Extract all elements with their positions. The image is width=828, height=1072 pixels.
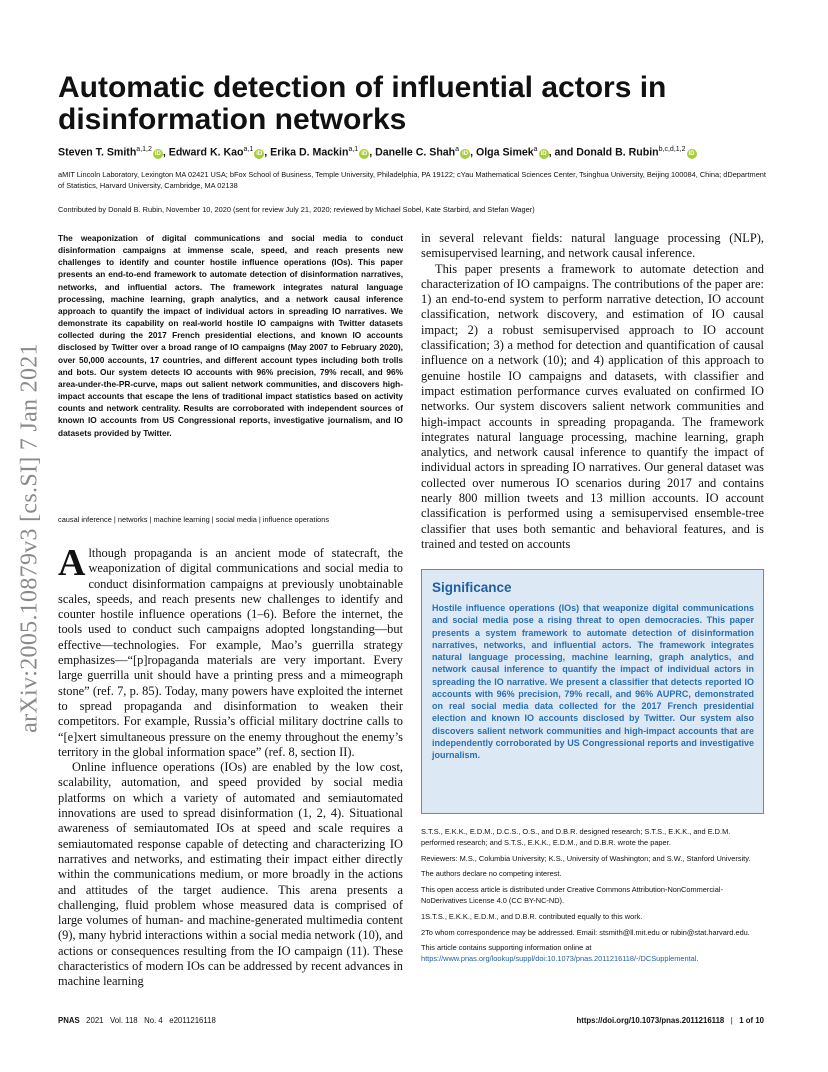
- orcid-icon[interactable]: iD: [256, 150, 263, 157]
- equal-contribution: 1S.T.S., E.K.K., E.D.M., and D.B.R. contributed equally to this work.: [421, 911, 643, 921]
- orcid-icon[interactable]: iD: [688, 150, 695, 157]
- intro-paragraph: [58, 542, 403, 760]
- reviewers: Reviewers: M.S., Columbia University; K.S., University of Washington; and S.W., Stanford University.: [421, 853, 751, 863]
- significance-text: Hostile influence operations (IOs) that weaponize digital communications and social media pose a rising threat to open democracies. This paper presents a system framework to automate detection of disinformation narratives, networks, and influential actors. The framework integrates natural language processing, machine learning, graph analytics, and network causal inference to quantify the impact of individual actors in spreading the IO narrative. We present a classifier that detects reported IO accounts with 96% precision, 79% recall, and 96% AUPRC, demonstrated on real social media data collected for the 2017 French presidential election and known IO accounts disclosed by Twitter. Our system also discovers salient network communities and high-impact accounts that are independently corroborated by US Congressional reports and investigative journalism.: [432, 603, 754, 760]
- page-number: 1 of 10: [739, 1016, 764, 1025]
- author-affil-sup: a,1: [348, 146, 359, 153]
- doi-link[interactable]: https://doi.org/10.1073/pnas.2011216118: [576, 1016, 725, 1025]
- author-name: Edward K. Kao: [168, 146, 244, 159]
- right-column-body: [421, 231, 764, 552]
- left-column-body: [58, 542, 403, 990]
- journal-name: PNAS: [58, 1016, 80, 1025]
- orcid-icon[interactable]: iD: [361, 150, 368, 157]
- si-link[interactable]: https://www.pnas.org/lookup/suppl/doi:10.1073/pnas.2011216118/-/DCSupplemental: [421, 954, 697, 964]
- si-suffix: .: [696, 954, 699, 964]
- citation: 2021 Vol. 118 No. 4 e2011216118: [86, 1016, 216, 1025]
- paper-title: Automatic detection of influential actors in disinformation networks: [58, 71, 667, 136]
- license: This open access article is distributed under Creative Commons Attribution-NonCommercial-NoDerivatives License 4.0 (CC BY-NC-ND).: [421, 885, 723, 905]
- body-paragraph: This paper presents a framework to automate detection and characterization of IO campaigns. The contributions of the paper are: 1) an end-to-end system to perform narrative detection, IO account classification, network discovery, and estimation of IO causal impact; 2) a robust semisupervised approach to IO account classification; 3) a method for detection and quantification of causal influence on a network (10); and 4) application of this approach to genuine hostile IO campaigns and datasets, with classifier and impact estimation performance curves evaluated on confirmed IO networks. Our system discovers salient network communities and high-impact accounts in spreading propaganda. The framework integrates natural language processing, machine learning, graph analytics, and network causal inference to quantify the impact of individual actors in spreading IO narratives. Our general dataset was collected over numerous IO scenarios during 2017 and contains nearly 800 million tweets and 13 million accounts. IO account classification is performed using a semisupervised ensemble-tree classifier that uses both semantic and behavioral features, and is trained and tested on accounts: [421, 261, 764, 551]
- author-name: Erika D. Mackin: [270, 146, 349, 159]
- author-name: Steven T. Smith: [58, 146, 137, 159]
- intro-text: lthough propaganda is an ancient mode of statecraft, the weaponization of digital communications and social media to conduct disinformation campaigns at previously unobtainable scales, speeds, and reach presents new challenges to identify and counter hostile influence operations (1–6). Before the internet, the tools used to conduct such campaigns adopted longstanding—but effective—technologies. For example, Mao’s guerrilla strategy emphasizes—“[p]ropaganda materials are very important. Every large guerrilla unit should have a printing press and a mimeograph stone” (ref. 7, p. 85). Today, many powers have exploited the internet to spread propaganda and disinformation to weaken their competitors. For example, Russia’s official military doctrine calls to “[e]xert simultaneous pressure on the enemy throughout the enemy’s territory in the global information space” (ref. 8, section II).: [58, 546, 403, 759]
- author-contributions: S.T.S., E.K.K., E.D.M., D.C.S., O.S., and D.B.R. designed research; S.T.S., E.K.K., and E.D.M. performed research; and S.T.S., E.K.K., E.D.M., and D.B.R. wrote the paper.: [421, 827, 731, 847]
- author-affil-sup: a: [455, 146, 460, 153]
- contributed-line: Contributed by Donald B. Rubin, November 10, 2020 (sent for review July 21, 2020; reviewed by Michael Sobel, Kate Starbird, and Stefan Wager): [58, 205, 535, 214]
- dropcap: A: [58, 542, 86, 584]
- arxiv-sidebar: [8, 308, 52, 768]
- author-name: Olga Simek: [475, 146, 534, 159]
- significance-title: Significance: [432, 580, 512, 595]
- body-paragraph: in several relevant fields: natural language processing (NLP), semisupervised learning, and network causal inference.: [421, 231, 764, 261]
- author-affil-sup: a,1: [243, 146, 254, 153]
- affiliations: aMIT Lincoln Laboratory, Lexington MA 02421 USA; bFox School of Business, Temple University, Philadelphia, PA 19122; cYau Mathematical Sciences Center, Tsinghua University, Beijing 100084, China; dDepartment of Statistics, Harvard University, Cambridge, MA 02138: [58, 170, 766, 190]
- author-list: Steven T. Smith$^{a,1,2}$iD , Edward K. Kao$^{a,1}$iD , Erika D. Mackin$^{a,1}$iD , Danelle C. Shah$^a$iD , Olga Simek$^a$iD , and Donald B. Rubin$^{b,c,d,1,2}$iD: [58, 146, 695, 159]
- si-prefix: This article contains supporting information online at: [421, 943, 592, 953]
- abstract: The weaponization of digital communications and social media to conduct disinformation campaigns at immense scale, speed, and reach presents new challenges to identify and counter hostile influence operations (IOs). This paper presents an end-to-end framework to automate detection of disinformation narratives, networks, and influential actors. The framework integrates natural language processing, machine learning, graph analytics, and a network causal inference approach to quantify the impact of individual actors in spreading IO narratives. We demonstrate its capability on real-world hostile IO campaigns with Twitter datasets collected during the 2017 French presidential elections, and known IO accounts disclosed by Twitter over a broad range of IO campaigns (May 2007 to February 2020), over 50,000 accounts, 17 countries, and different account types including both trolls and bots. Our system detects IO accounts with 96% precision, 79% recall, and 96% area-under-the-PR-curve, maps out salient network communities, and discovers high-impact accounts that escape the lens of traditional impact statistics based on activity counts and network centrality. Results are corroborated with independent sources of known IO accounts from US Congressional reports, investigative journalism, and IO datasets provided by Twitter.: [58, 233, 403, 438]
- author-affil-sup: a,1,2: [136, 146, 152, 153]
- orcid-icon[interactable]: iD: [462, 150, 469, 157]
- significance-box: [421, 569, 764, 814]
- author-affil-sup: b,c,d,1,2: [658, 146, 686, 153]
- keywords: causal inference | networks | machine learning | social media | influence operations: [58, 515, 330, 524]
- arxiv-id: arXiv:2005.10879v3 [cs.SI] 7 Jan 2021: [16, 343, 43, 733]
- orcid-icon[interactable]: iD: [540, 150, 547, 157]
- footnotes: [421, 827, 764, 970]
- body-paragraph: Online influence operations (IOs) are enabled by the low cost, scalability, automation, and speed provided by social media platforms on which a variety of automated and semiautomated innovations are used to spread disinformation (1, 2, 4). Situational awareness of semiautomated IOs at speed and scale requires a semiautomated response capable of detecting and characterizing IO narratives and networks, and estimating their impact either directly within the communications medium, or more broadly in the actions and attitudes of the target audience. This arena presents a challenging, fluid problem whose measured data is comprised of large volumes of human- and machine-generated multimedia content (9), many hybrid interactions within a social media network (10), and actions or consequences resulting from the IO campaign (11). These characteristics of modern IOs can be addressed by recent advances in machine learning: [58, 760, 403, 989]
- correspondence: 2To whom correspondence may be addressed. Email: stsmith@ll.mit.edu or rubin@stat.harvard.edu.: [421, 927, 750, 937]
- competing-interest: The authors declare no competing interest.: [421, 869, 562, 879]
- author-name: and Donald B. Rubin: [554, 146, 659, 159]
- author-name: Danelle C. Shah: [375, 146, 456, 159]
- orcid-icon[interactable]: iD: [154, 150, 161, 157]
- supporting-info: [421, 943, 764, 965]
- author-affil-sup: a: [533, 146, 538, 153]
